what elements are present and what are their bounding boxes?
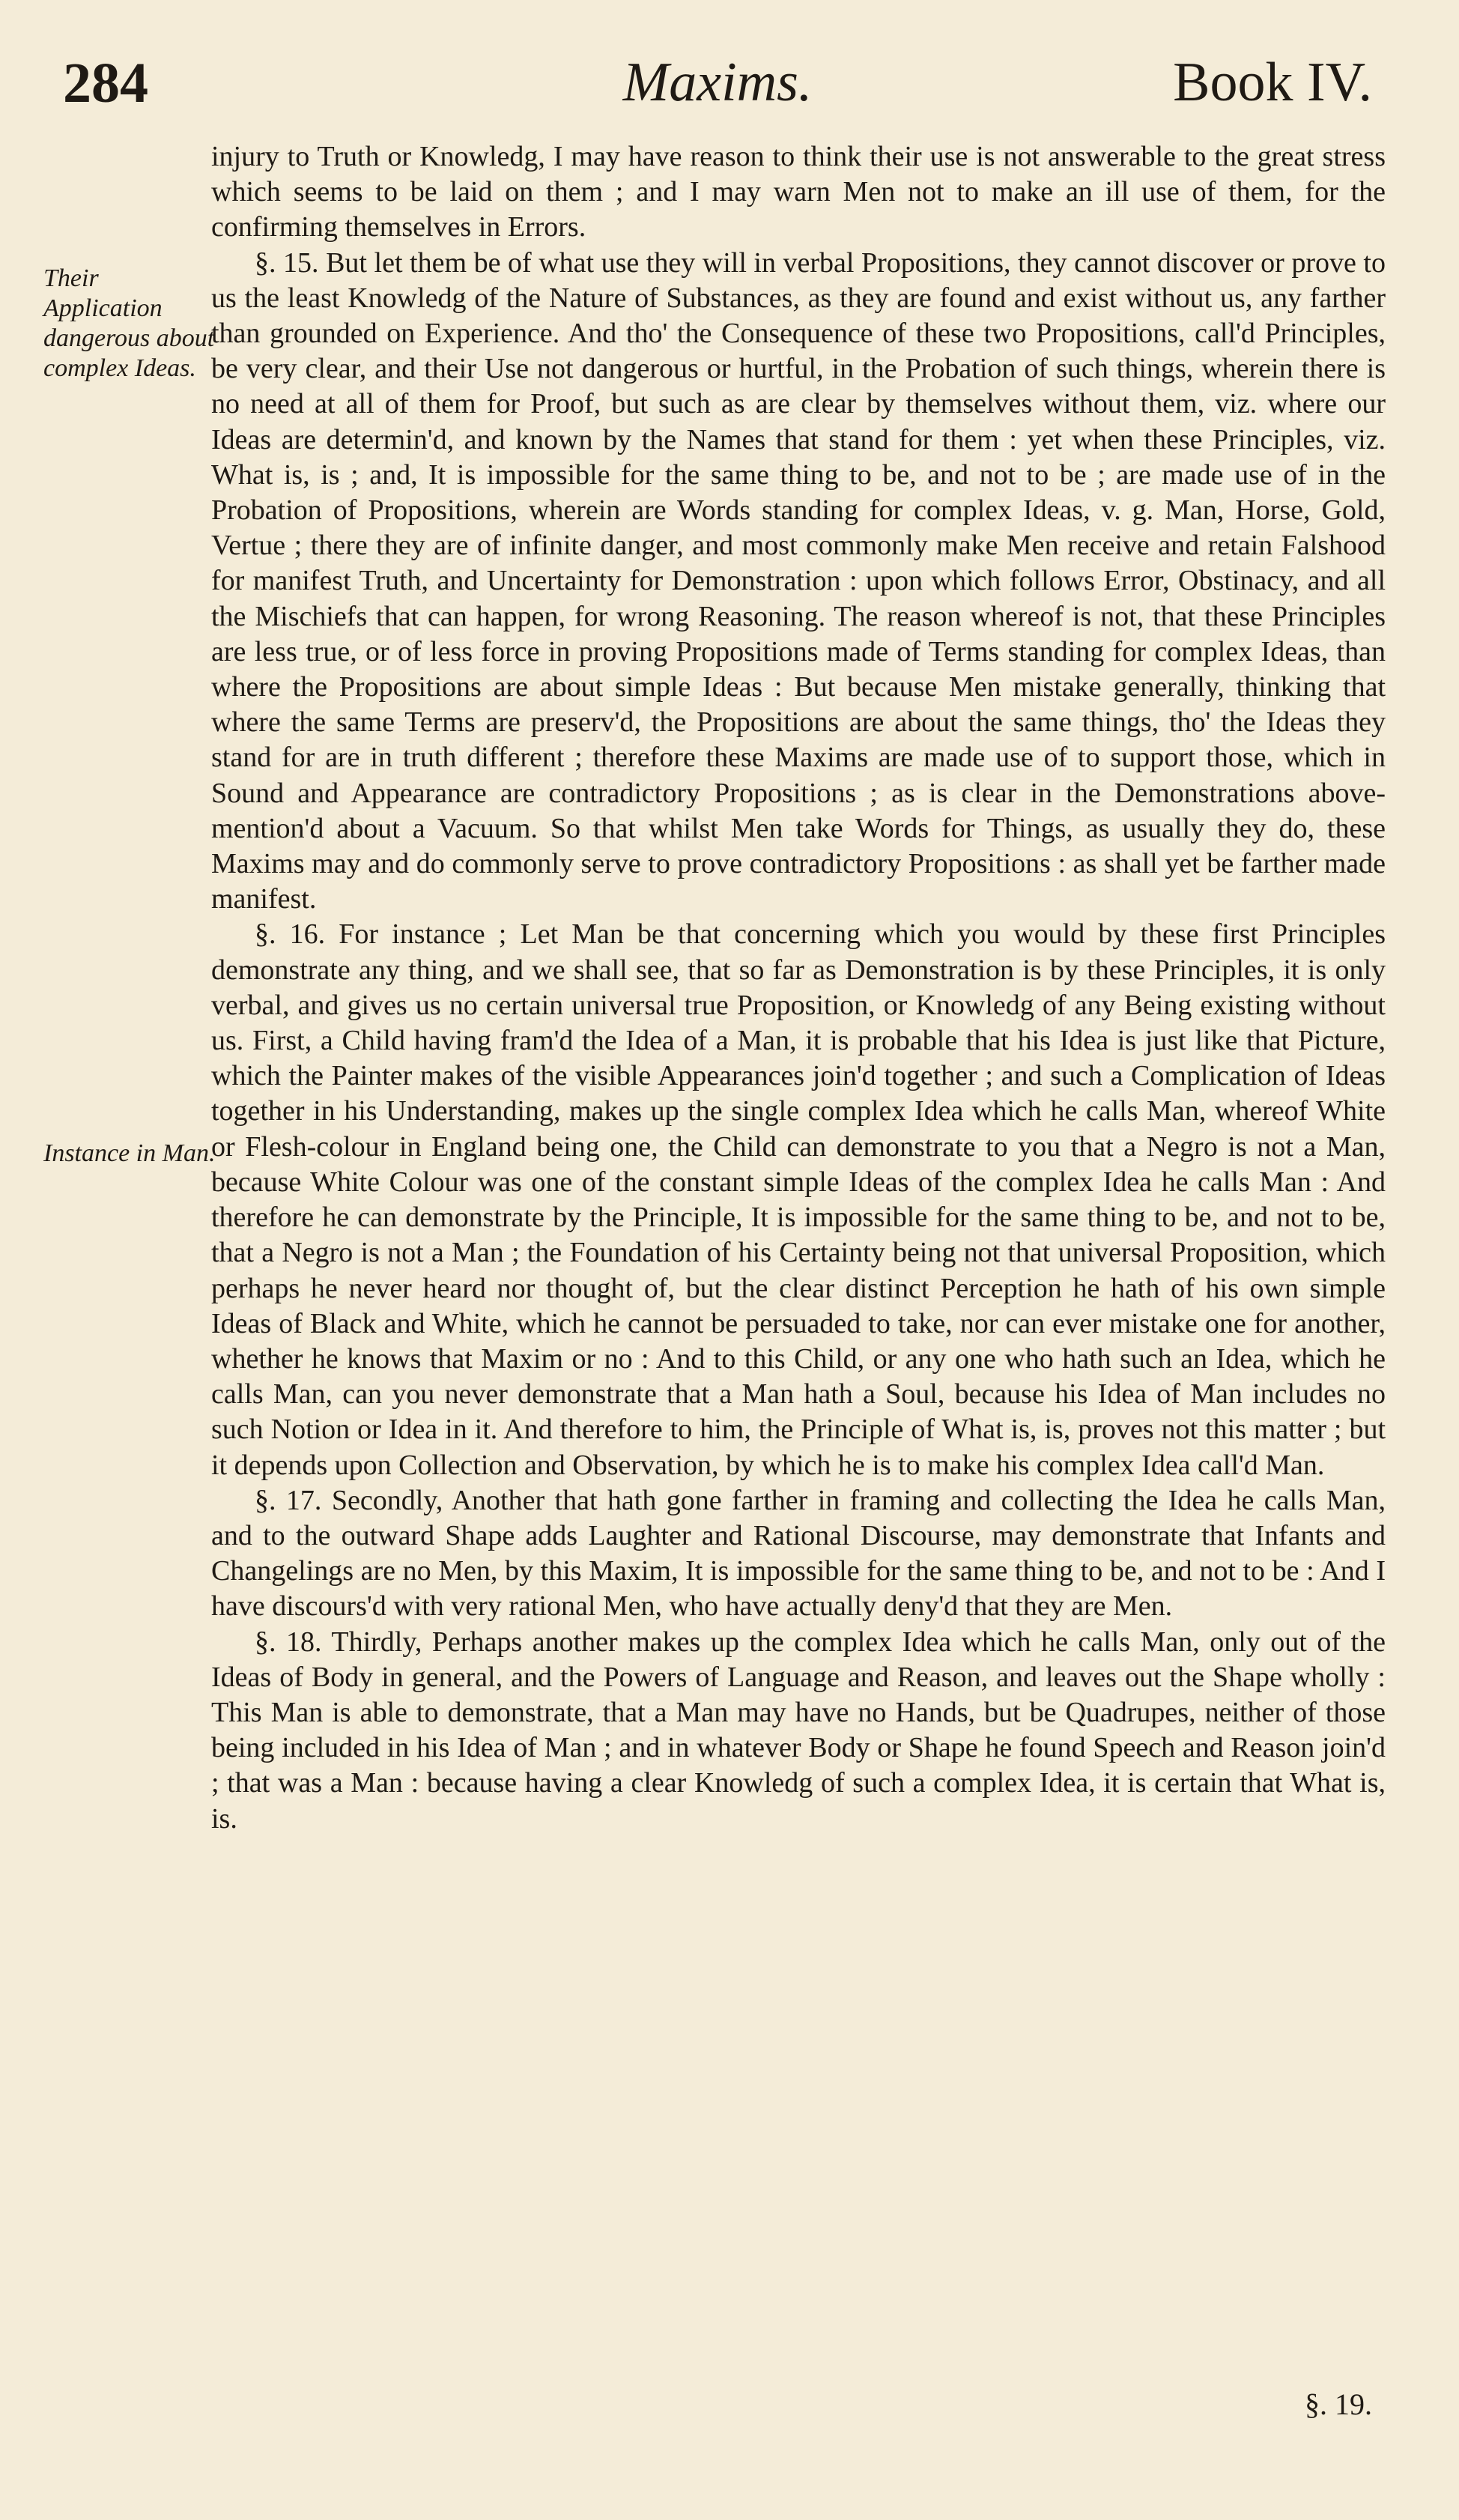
paragraph-section-15: §. 15. But let them be of what use they will in verbal Propositions, they cannot discover or prove to us the least Knowledg of the Nature of Substances, as they are found and exist without us, any farther than grounded on Experience. And tho' the Consequence of these two Propositions, call'd Principles, be very clear, and their Use not dangerous or hurtful, in the Probation of such things, wherein there is no need at all of them for Proof, but such as are clear by themselves without them, viz. where our Ideas are determin'd, and known by the Names that stand for them : yet when these Principles, viz. What is, is ; and, It is impossible for the same thing to be, and not to be ; are made use of in the Probation of Propositions, wherein are Words standing for complex Ideas, v. g. Man, Horse, Gold, Vertue ; there they are of infinite danger, and most commonly make Men receive and retain Falshood for manifest Truth, and Uncertainty for Demonstration : upon which follows Error, Obstinacy, and all the Mischiefs that can happen, for wrong Reasoning. The reason whereof is not, that these Principles are less true, or of less force in proving Propositions made of Terms standing for complex Ideas, than where the Propositions are about simple Ideas : But because Men mistake generally, thinking that where the same Terms are preserv'd, the Propositions are about the same things, tho' the Ideas they stand for are in truth different ; therefore these Maxims are made use of to support those, which in Sound and Appearance are contradictory Propositions ; as is clear in the Demonstrations above-mention'd about a Vacuum. So that whilst Men take Words for Things, as usually they do, these Maxims may and do commonly serve to prove contradictory Propositions : as shall yet be farther made manifest. <box>211 246 1386 915</box>
margin-note-instance: Instance in Man. <box>43 1139 216 1167</box>
paragraph-section-16: §. 16. For instance ; Let Man be that concerning which you would by these first Principles demonstrate any thing, and we shall see, that so far as Demonstration is by these Principles, it is only verbal, and gives us no certain universal true Proposition, or Knowledg of any Being existing without us. First, a Child having fram'd the Idea of a Man, it is probable that his Idea is just like that Picture, which the Painter makes of the visible Appearances join'd together ; and such a Complication of Ideas together in his Understanding, makes up the single complex Idea which he calls Man, whereof White or Flesh-colour in England being one, the Child can demonstrate to you that a Negro is not a Man, because White Colour was one of the constant simple Ideas of the complex Idea he calls Man : And therefore he can demonstrate by the Principle, It is impossible for the same thing to be, and not to be, that a Negro is not a Man ; the Foundation of his Certainty being not that universal Proposition, which perhaps he never heard nor thought of, but the clear distinct Perception he hath of his own simple Ideas of Black and White, which he cannot be persuaded to take, nor can ever mistake one for another, whether he knows that Maxim or no : And to this Child, or any one who hath such an Idea, which he calls Man, can you never demonstrate that a Man hath a Soul, because his Idea of Man includes no such Notion or Idea in it. And therefore to him, the Principle of What is, is, proves not this matter ; but it depends upon Collection and Observation, by which he is to make his complex Idea call'd Man. <box>211 918 1386 1481</box>
page-header <box>63 43 1372 126</box>
paragraph-section-17: §. 17. Secondly, Another that hath gone farther in framing and collecting the Idea he calls Man, and to the outward Shape adds Laughter and Rational Discourse, may demonstrate that Infants and Changelings are no Men, by this Maxim, It is impossible for the same thing to be, and not to be : And I have discours'd with very rational Men, who have actually deny'd that they are Men. <box>211 1484 1386 1623</box>
running-title: Maxims. <box>622 52 813 113</box>
page-number: 284 <box>63 52 148 115</box>
catchword: §. 19. <box>1305 2387 1372 2421</box>
book-label: Book IV. <box>1173 52 1372 113</box>
paragraph-section-18: §. 18. Thirdly, Perhaps another makes up the complex Idea which he calls Man, only out of the Ideas of Body in general, and the Powers of Language and Reason, and leaves out the Shape wholly : This Man is able to demonstrate, that a Man may have no Hands, but be Quadrupes, neither of those being included in his Idea of Man ; and in whatever Body or Shape he found Speech and Reason join'd ; that was a Man : because having a clear Knowledg of such a complex Idea, it is certain that What is, is. <box>211 1626 1386 1835</box>
margin-note-application: Their Application dangerous about complex Ideas. <box>43 264 215 382</box>
body-text <box>211 139 1386 1837</box>
paragraph-continuation: injury to Truth or Knowledg, I may have reason to think their use is not answerable to the great stress which seems to be laid on them ; and I may warn Men not to make an ill use of them, for the confirming themselves in Errors. <box>211 141 1386 243</box>
